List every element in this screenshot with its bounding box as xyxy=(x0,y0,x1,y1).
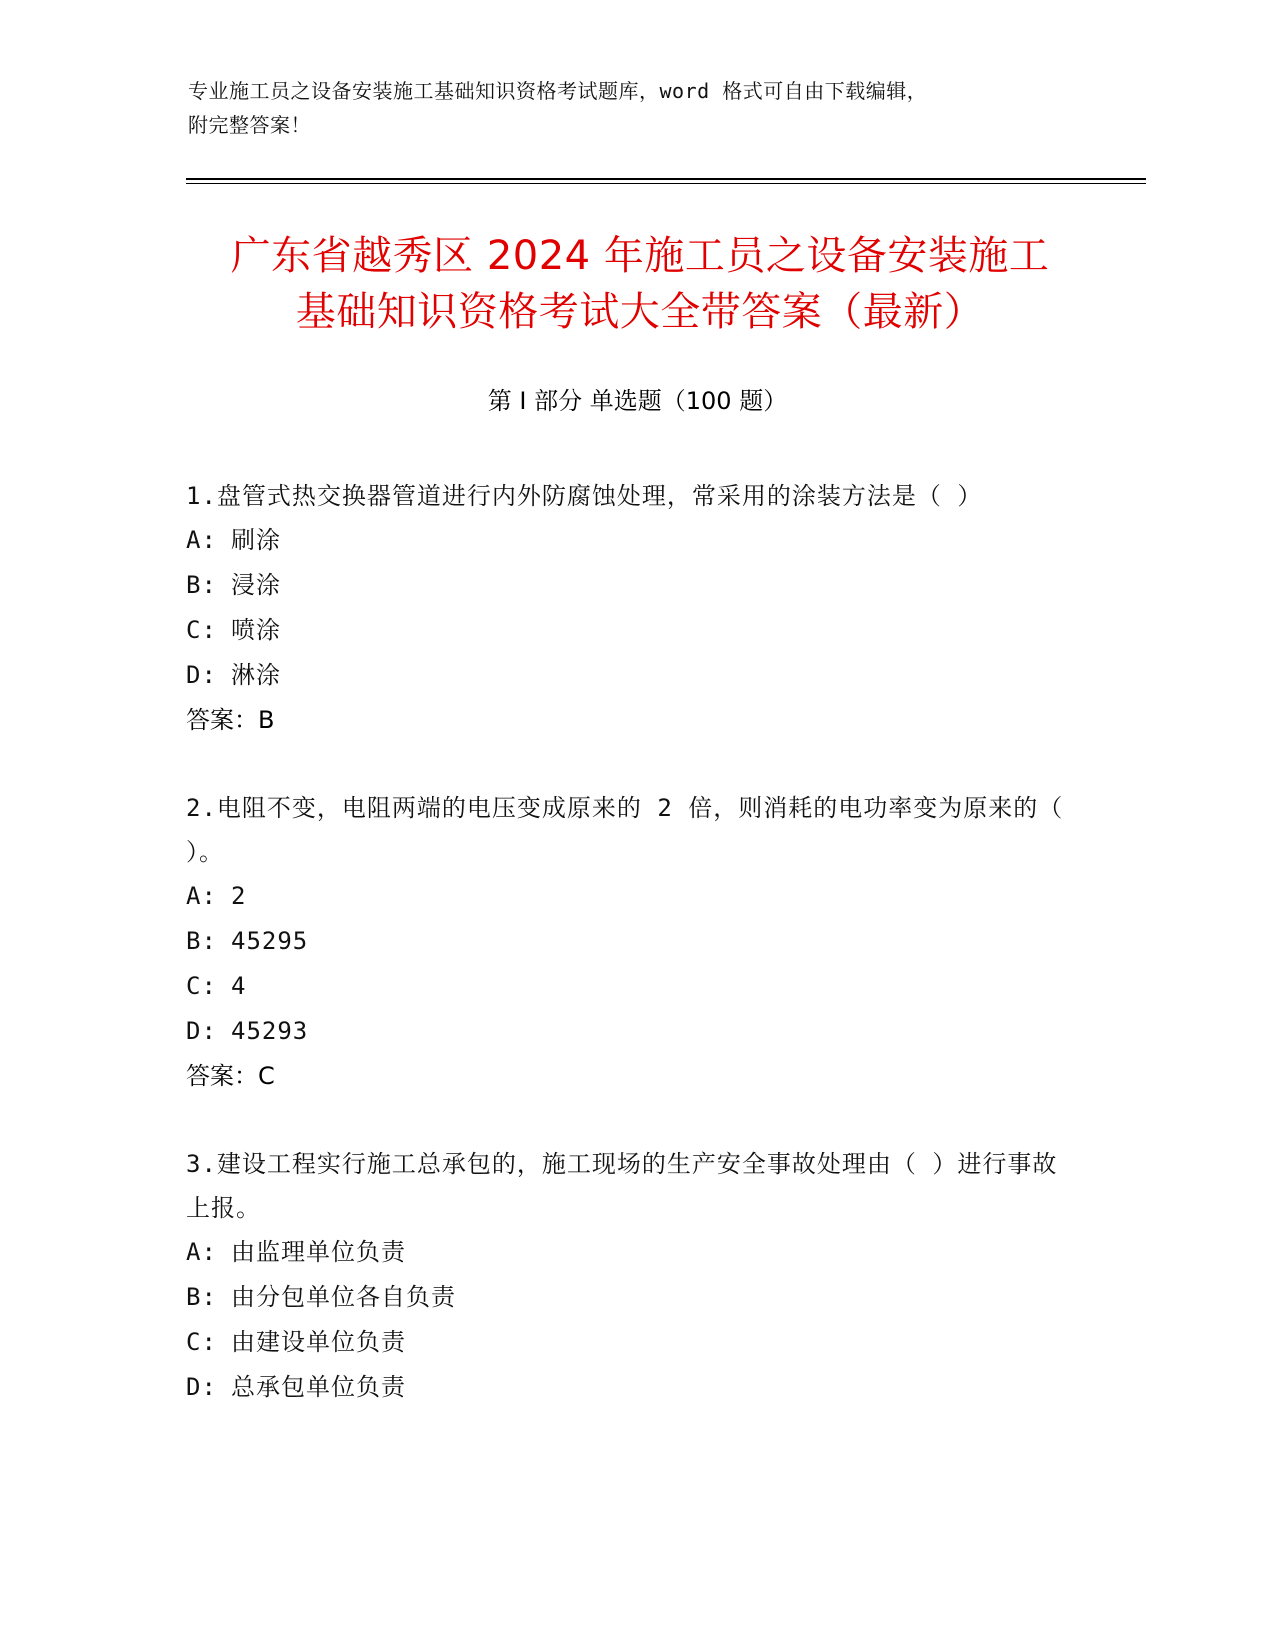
option-text: 45295 xyxy=(231,927,309,955)
answer-label: 答案：B xyxy=(186,706,275,734)
option-letter: C: xyxy=(186,1328,217,1356)
option-letter: D: xyxy=(186,661,217,689)
option-letter: D: xyxy=(186,1017,217,1045)
option-text: 45293 xyxy=(231,1017,309,1045)
question-stem: 3.建设工程实行施工总承包的，施工现场的生产安全事故处理由（ ）进行事故上报。 xyxy=(186,1150,1058,1222)
option-text: 由建设单位负责 xyxy=(231,1328,406,1356)
option-text: 淋涂 xyxy=(231,661,281,689)
option-letter: B: xyxy=(186,927,217,955)
option-a xyxy=(186,874,1076,919)
option-d xyxy=(186,653,1076,698)
header-rule-thin xyxy=(186,183,1146,184)
option-text: 总承包单位负责 xyxy=(231,1373,406,1401)
option-text: 4 xyxy=(231,972,247,1000)
header-note xyxy=(188,74,1088,142)
option-c xyxy=(186,608,1076,653)
option-letter: A: xyxy=(186,1238,217,1266)
question-list xyxy=(186,474,1076,1410)
option-letter: B: xyxy=(186,1283,217,1311)
option-c xyxy=(186,1320,1076,1365)
option-text: 由监理单位负责 xyxy=(231,1238,406,1266)
question-stem: 2.电阻不变，电阻两端的电压变成原来的 2 倍，则消耗的电功率变为原来的（ ）。 xyxy=(186,794,1064,866)
option-text: 刷涂 xyxy=(231,526,281,554)
option-a xyxy=(186,518,1076,563)
option-c xyxy=(186,964,1076,1009)
document-title-line-2: 基础知识资格考试大全带答案（最新） xyxy=(295,289,985,335)
document-title xyxy=(180,228,1100,340)
question-spacer xyxy=(186,1099,1076,1142)
question-spacer xyxy=(186,743,1076,786)
option-b xyxy=(186,1275,1076,1320)
option-a xyxy=(186,1230,1076,1275)
option-d xyxy=(186,1009,1076,1054)
question-3 xyxy=(186,1142,1076,1410)
option-letter: C: xyxy=(186,972,217,1000)
section-heading: 第 I 部分 单选题（100 题） xyxy=(487,387,788,415)
option-text: 浸涂 xyxy=(231,571,281,599)
option-text: 喷涂 xyxy=(231,616,281,644)
option-b xyxy=(186,919,1076,964)
document-title-line-1: 广东省越秀区 2024 年施工员之设备安装施工 xyxy=(230,233,1050,279)
option-letter: A: xyxy=(186,526,217,554)
question-stem: 1.盘管式热交换器管道进行内外防腐蚀处理，常采用的涂装方法是（ ） xyxy=(186,482,983,510)
option-text: 2 xyxy=(231,882,247,910)
header-rule-thick xyxy=(186,178,1146,180)
option-letter: C: xyxy=(186,616,217,644)
question-1 xyxy=(186,474,1076,743)
option-b xyxy=(186,563,1076,608)
option-d xyxy=(186,1365,1076,1410)
option-letter: B: xyxy=(186,571,217,599)
answer-label: 答案：C xyxy=(186,1062,275,1090)
header-note-line-1: 专业施工员之设备安装施工基础知识资格考试题库，word 格式可自由下载编辑， xyxy=(188,79,928,103)
question-2 xyxy=(186,786,1076,1099)
option-text: 由分包单位各自负责 xyxy=(231,1283,456,1311)
header-note-line-2: 附完整答案！ xyxy=(188,113,311,137)
option-letter: D: xyxy=(186,1373,217,1401)
option-letter: A: xyxy=(186,882,217,910)
